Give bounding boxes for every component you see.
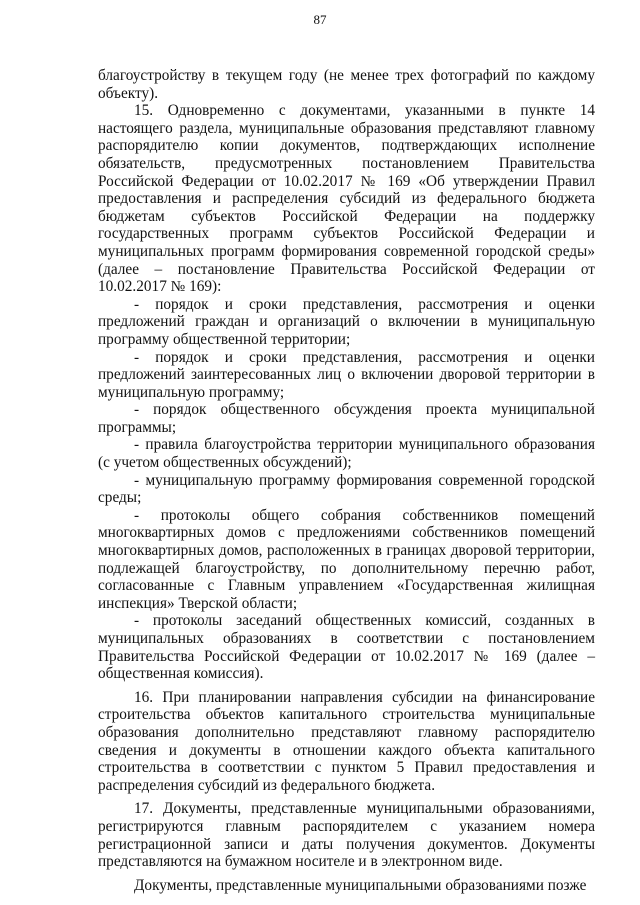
paragraph-item-15: 15. Одновременно с документами, указанными в пункте 14 настоящего раздела, муниципальные образования представляют главному распорядителю копии документов, подтверждающих исполнение обязательств, предусмотренных постановлением Правительства Российской Федерации от 10.02.2017 № 169 «Об утверждении Правил предоставления и распределения субсидий из федерального бюджета бюджетам субъектов Российской Федерации на поддержку государственных программ субъектов Российской Федерации и муниципальных программ формирования современной городской среды» (далее – постановление Правительства Российской Федерации от 10.02.2017 № 169): — [98, 102, 595, 296]
page-number: 87 — [313, 12, 327, 27]
list-item-improvement-rules: - правила благоустройства территории муниципального образования (с учетом общественных обсуждений); — [98, 436, 595, 472]
list-item-public-territory: - порядок и сроки представления, рассмотрения и оценки предложений граждан и организаций о включении в муниципальную программу общественной территории; — [98, 295, 595, 348]
paragraph-continuation: благоустройству в текущем году (не менее трех фотографий по каждому объекту). — [98, 67, 595, 102]
list-item-courtyard-territory: - порядок и сроки представления, рассмотрения и оценки предложений заинтересованных лиц о включении дворовой территории в муниципальную программу; — [98, 348, 595, 401]
list-item-commission-protocols: - протоколы заседаний общественных комиссий, созданных в муниципальных образованиях в соответствии с постановлением Правительства Российской Федерации от 10.02.2017 № 169 (далее – общественная комиссия). — [98, 612, 595, 683]
paragraph-documents-late: Документы, представленные муниципальными образованиями позже — [134, 876, 587, 894]
document-body — [98, 67, 595, 894]
list-item-owners-meeting-protocols: - протоколы общего собрания собственников помещений многоквартирных домов с предложениями собственников помещений многоквартирных домов, расположенных в границах дворовой территории, подлежащей благоустройству, по дополнительному перечню работ, согласованные с Главным управлением «Государственная жилищная инспекция» Тверской области; — [98, 506, 595, 612]
paragraph-item-16: 16. При планировании направления субсидии на финансирование строительства объектов капитального строительства муниципальные образования дополнительно представляют главному распорядителю сведения и документы в отношении каждого объекта капитального строительства в соответствии с пунктом 5 Правил предоставления и распределения субсидий из федерального бюджета. — [98, 688, 595, 794]
paragraph-item-17: 17. Документы, представленные муниципальными образованиями, регистрируются главным распорядителем с указанием номера регистрационной записи и даты получения документов. Документы представляются на бумажном носителе и в электронном виде. — [98, 800, 595, 871]
list-item-municipal-program: - муниципальную программу формирования современной городской среды; — [98, 471, 595, 507]
list-item-public-discussion: - порядок общественного обсуждения проекта муниципальной программы; — [98, 401, 595, 436]
